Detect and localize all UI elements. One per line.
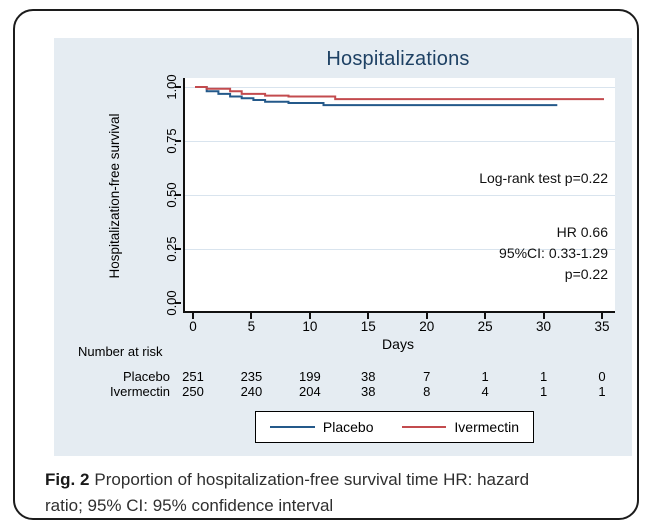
x-tick-label: 20 — [419, 319, 435, 334]
figure-caption-line1: Proportion of hospitalization-free survival time HR: hazard — [94, 470, 530, 489]
risk-count-ivermectin: 8 — [423, 384, 431, 399]
risk-count-placebo: 235 — [240, 369, 263, 384]
x-tick-label: 35 — [594, 319, 610, 334]
chart-title: Hospitalizations — [326, 48, 470, 70]
hr-value: HR 0.66 — [556, 224, 608, 240]
x-tick-label: 0 — [189, 319, 197, 334]
risk-row-label-ivermectin: Ivermectin — [110, 384, 170, 399]
hazard-ratio-annotation — [499, 222, 608, 285]
x-axis-title: Days — [382, 336, 414, 352]
ci-value: 95%CI: 0.33-1.29 — [499, 245, 608, 261]
figure-caption-label: Fig. 2 — [45, 470, 90, 489]
risk-count-placebo: 1 — [481, 369, 489, 384]
curve-ivermectin — [195, 87, 604, 99]
figure-caption-line2: ratio; 95% CI: 95% confidence interval — [45, 496, 334, 515]
risk-count-ivermectin: 240 — [240, 384, 263, 399]
legend-box — [255, 411, 534, 443]
risk-count-placebo: 1 — [539, 369, 548, 384]
risk-count-placebo: 38 — [361, 369, 376, 384]
x-tick-label: 25 — [477, 319, 493, 334]
risk-count-placebo: 7 — [423, 369, 431, 384]
risk-count-ivermectin: 4 — [481, 384, 489, 399]
x-tick-label: 30 — [536, 319, 552, 334]
risk-count-ivermectin: 38 — [361, 384, 376, 399]
number-at-risk-header: Number at risk — [78, 344, 163, 359]
risk-count-ivermectin: 250 — [182, 384, 204, 399]
figure-frame — [13, 9, 639, 520]
y-tick-label: 1.00 — [164, 74, 179, 100]
graph-panel — [54, 38, 632, 456]
legend-label-ivermectin: Ivermectin — [454, 419, 519, 435]
legend-label-placebo: Placebo — [322, 419, 374, 435]
legend-line-placebo — [270, 426, 315, 428]
logrank-annotation: Log-rank test p=0.22 — [479, 170, 608, 186]
risk-row-label-placebo: Placebo — [123, 369, 170, 384]
risk-count-ivermectin: 204 — [298, 384, 321, 399]
risk-count-placebo: 199 — [298, 369, 321, 384]
x-tick-label: 10 — [302, 319, 318, 334]
y-tick-label: 0.50 — [164, 182, 179, 208]
risk-count-placebo: 0 — [598, 369, 606, 384]
x-tick-label: 15 — [360, 319, 376, 334]
risk-count-ivermectin: 1 — [539, 384, 548, 399]
y-axis-title: Hospitalization-free survival — [107, 113, 122, 279]
risk-count-ivermectin: 1 — [598, 384, 606, 399]
x-tick-label: 5 — [247, 319, 256, 334]
y-tick-label: 0.00 — [164, 290, 179, 316]
y-tick-label: 0.75 — [164, 128, 179, 154]
figure-caption — [45, 467, 630, 519]
p-value: p=0.22 — [564, 266, 608, 282]
risk-count-placebo: 251 — [182, 369, 204, 384]
y-tick-label: 0.25 — [164, 236, 179, 262]
legend-line-ivermectin — [402, 426, 447, 428]
curve-placebo — [195, 87, 557, 105]
